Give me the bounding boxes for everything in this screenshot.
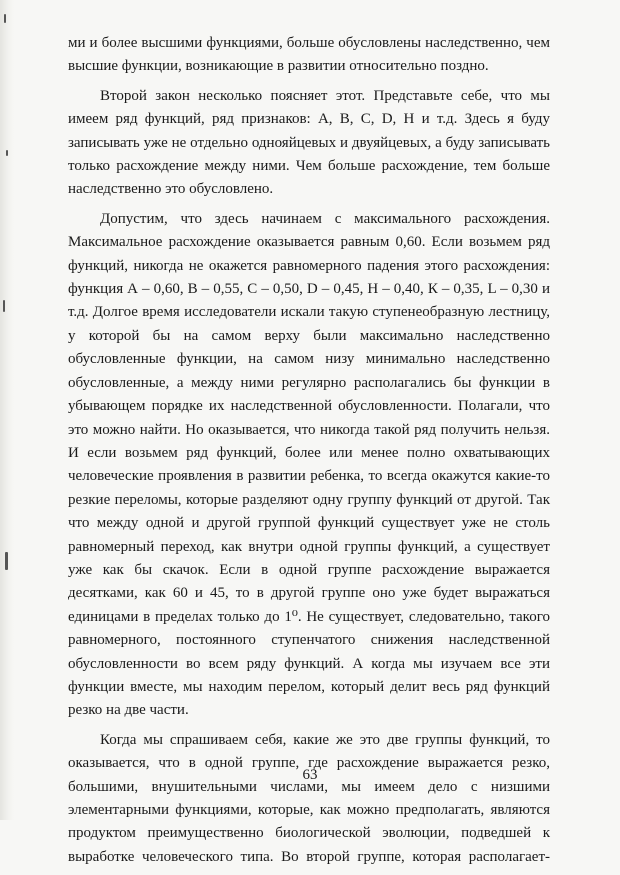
page-number: 63 — [302, 767, 318, 783]
scan-speck — [3, 300, 5, 312]
scan-speck — [6, 150, 8, 156]
scan-edge-shadow — [0, 0, 14, 820]
scan-speck — [4, 14, 6, 23]
paragraph-continued: ми и более высшими функциями, больше обусловлены наследственно, чем высшие функции, возникающие в развитии относительно поздно. — [68, 35, 550, 75]
paragraph: Допустим, что здесь начинаем с максимального расхождения. Максимальное расхождение оказывается равным 0,60. Если возьмем ряд функций, никогда не окажется равномерного падения этого расхождения: функция А – 0,60, В – 0,55, С – 0,50, D – 0,45, Н – 0,40, К – 0,35, L – 0,30 и т.д. Долгое время исследователи искали такую ступенеобразную лестницу, у которой бы на самом верху были максимально наследственно обусловленные функции, на самом низу минимально наследственно обусловленные, а между ними регулярно располагались бы функции в убывающем порядке их наследственной обусловленности. Полагали, что это можно найти. Но оказывается, что никогда такой ряд получить нельзя. И если возьмем ряд функций, более или менее полно охватывающих человеческие проявления в развитии ребенка, то всегда окажутся какие-то резкие переломы, которые разделяют одну группу функций от другой. Так что между одной и другой группой функций существует уже не столь равномерный переход, как внутри одной группы функций, а существует уже как бы скачок. Если в одной группе расхождение выражается десятками, как 60 и 45, то в другой группе оно уже будет выражаться единицами в пределах только до 1⁰. Не существует, следовательно, такого равномерного, постоянного ступенчатого снижения наследственной обусловленности во всем ряду функций. А когда мы изучаем все эти функции вместе, мы находим перелом, который делит весь ряд функций резко на две части. — [68, 210, 550, 719]
paragraph: Когда мы спрашиваем себя, какие же это две группы функций, то оказывается, что в одной группе, где расхождение выражается резко, большими, внушительными числами, мы имеем дело с низшими элементарными функциями, которые, как можно предполагать, являются продуктом преимущественно биологической эволюции, подведшей к выработке человеческого типа. Во второй группе, которая располагает- — [68, 731, 550, 865]
page-body — [68, 32, 550, 875]
scan-speck — [5, 552, 8, 570]
paragraph: Второй закон несколько поясняет этот. Представьте себе, что мы имеем ряд функций, ряд признаков: А, В, С, D, Н и т.д. Здесь я буду записывать уже не отдельно однояйцевых и двуяйцевых, а буду записывать только расхождение между ними. Чем больше расхождение, тем больше наследственно это обусловлено. — [68, 87, 550, 198]
